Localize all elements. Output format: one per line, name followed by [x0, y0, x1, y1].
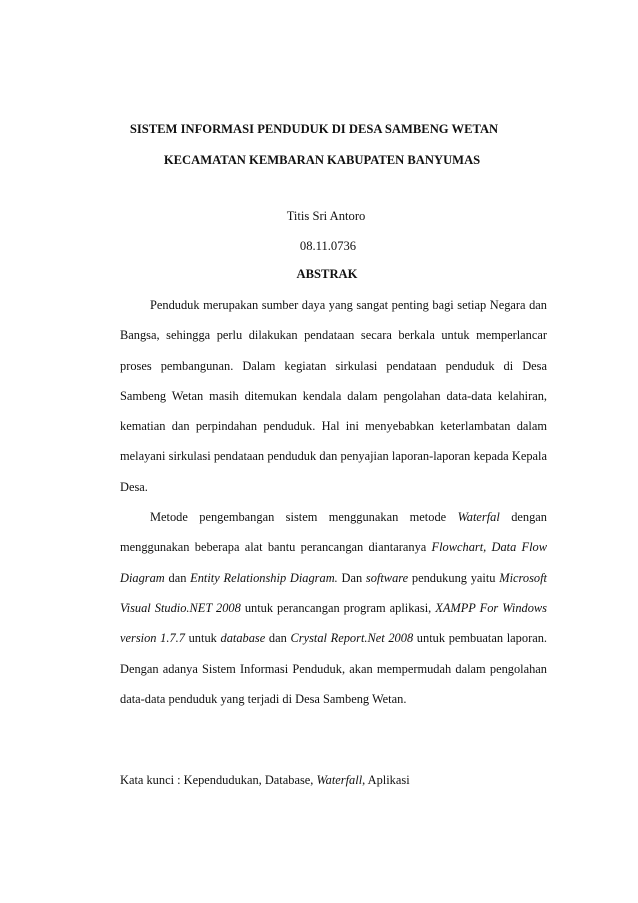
abstract-paragraph-1: Penduduk merupakan sumber daya yang sangat penting bagi setiap Negara dan Bangsa, sehingga perlu dilakukan pendataan secara berkala untuk memperlancar proses pembangunan. Dalam kegiatan sirkulasi pendataan penduduk di Desa Sambeng Wetan masih ditemukan kendala dalam pengolahan data-data kelahiran, kematian dan perpindahan penduduk. Hal ini menyebabkan keterlambatan dalam melayani sirkulasi pendataan penduduk dan penyajian laporan-laporan kepada Kepala Desa.	[120, 298, 547, 494]
paragraph-2-text: dengan menggunakan beberapa alat bantu perancangan diantaranya	[120, 510, 547, 555]
paragraph-2-italic: Microsoft Visual Studio.NET 2008	[120, 570, 547, 615]
keywords-suffix: , Aplikasi	[362, 773, 410, 787]
paragraph-2-italic: XAMPP For Windows version 1.7.7	[120, 600, 547, 646]
paragraph-2-text: untuk pembuatan laporan. Dengan adanya Sistem Informasi Penduduk, akan mempermudah dalam pengolahan data-data penduduk yang terjadi di Desa Sambeng Wetan.	[120, 631, 547, 706]
abstract-paragraph-2	[120, 502, 547, 714]
keywords-line	[120, 772, 547, 788]
keywords-italic: Waterfall	[316, 773, 363, 787]
paragraph-2-text: pendukung yaitu	[408, 570, 500, 585]
paragraph-2-italic: Waterfal	[457, 510, 500, 525]
paragraph-2-text: Dan	[337, 570, 366, 585]
paragraph-2-text: dan	[164, 570, 191, 585]
paragraph-2-italic: Entity Relationship Diagram.	[190, 570, 338, 585]
paragraph-2-italic: software	[365, 570, 409, 585]
document-title-line-1: SISTEM INFORMASI PENDUDUK DI DESA SAMBENG WETAN	[129, 122, 499, 136]
keywords-prefix: Kata kunci : Kependudukan, Database,	[120, 773, 317, 787]
paragraph-2-text: untuk perancangan program aplikasi,	[240, 600, 436, 615]
student-id: 08.11.0736	[299, 239, 357, 253]
paragraph-2-text: Metode pengembangan sistem menggunakan metode	[150, 510, 458, 525]
paragraph-2-italic: Flowchart, Data Flow Diagram	[120, 540, 548, 585]
author-name: Titis Sri Antoro	[286, 209, 366, 223]
paragraph-2-text: untuk	[184, 631, 221, 646]
paragraph-2-text: dan	[265, 631, 291, 646]
document-title-line-2: KECAMATAN KEMBARAN KABUPATEN BANYUMAS	[163, 153, 481, 167]
paragraph-2-italic: Crystal Report.Net 2008	[290, 631, 414, 646]
abstract-heading: ABSTRAK	[296, 267, 358, 281]
paragraph-2-italic: database	[220, 631, 266, 646]
abstract-body	[120, 290, 547, 714]
